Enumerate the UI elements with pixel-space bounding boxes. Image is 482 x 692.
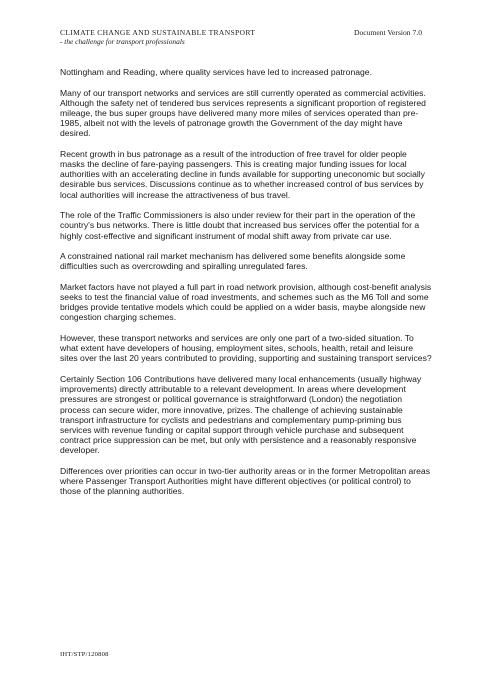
document-body: [60, 67, 432, 507]
paragraph: Certainly Section 106 Contributions have delivered many local enhancements (usually highway improvements) directly attributable to a relevant development. In areas where development pressures are strongest or political governance is straightforward (London) the negotiation process can secure wider, more innovative, prizes. The challenge of achieving sustainable transport infrastructure for cyclists and pedestrians and complementary pump-priming bus services with revenue funding or capital support through vehicle purchase and subsequent contract price suppression can be met, but only with persistence and a reasonably responsive developer.: [60, 374, 422, 456]
document-version: Document Version 7.0: [354, 28, 422, 37]
paragraph: The role of the Traffic Commissioners is also under review for their part in the operation of the country's bus networks. There is little doubt that increased bus services offer the potential for a highly cost-effective and significant instrument of modal shift away from private car use.: [60, 210, 420, 241]
paragraph: However, these transport networks and services are only one part of a two-sided situation. To what extent have developers of housing, employment sites, schools, health, retail and leisure sites over the last 20 years contributed to providing, supporting and sustaining transport services?: [60, 333, 432, 364]
paragraph: Nottingham and Reading, where quality services have led to increased patronage.: [60, 67, 372, 77]
paragraph: Many of our transport networks and services are still currently operated as commercial activities. Although the safety net of tendered bus services represents a significant proportion of registered mileage, the bus super groups have delivered many more miles of services operated than pre-1985, albeit not with the levels of patronage growth the Government of the day might have desired.: [60, 87, 426, 139]
paragraph: Recent growth in bus patronage as a result of the introduction of free travel for older people masks the decline of fare-paying passengers. This is creating major funding issues for local authorities with an accelerating decline in funds available for supporting uneconomic but socially desirable bus services. Discussions continue as to whether increased control of bus services by local authorities will increase the attractiveness of bus travel.: [60, 148, 425, 200]
document-subtitle: - the challenge for transport professionals: [60, 37, 185, 46]
document-title: CLIMATE CHANGE AND SUSTAINABLE TRANSPORT: [60, 28, 256, 37]
paragraph: A constrained national rail market mechanism has delivered some benefits alongside some difficulties such as overcrowding and spiralling unregulated fares.: [60, 251, 406, 272]
document-header: [60, 28, 255, 46]
document-reference: IHT/STP/120808: [60, 651, 109, 658]
paragraph: Market factors have not played a full part in road network provision, although cost-benefit analysis seeks to test the financial value of road investments, and schemes such as the M6 Toll and some bridges provide tentative models which could be applied on a wider basis, maybe alongside new congestion charging schemes.: [60, 282, 432, 323]
paragraph: Differences over priorities can occur in two-tier authority areas or in the former Metropolitan areas where Passenger Transport Authorities might have different objectives (or political control) to those of the planning authorities.: [60, 465, 431, 497]
